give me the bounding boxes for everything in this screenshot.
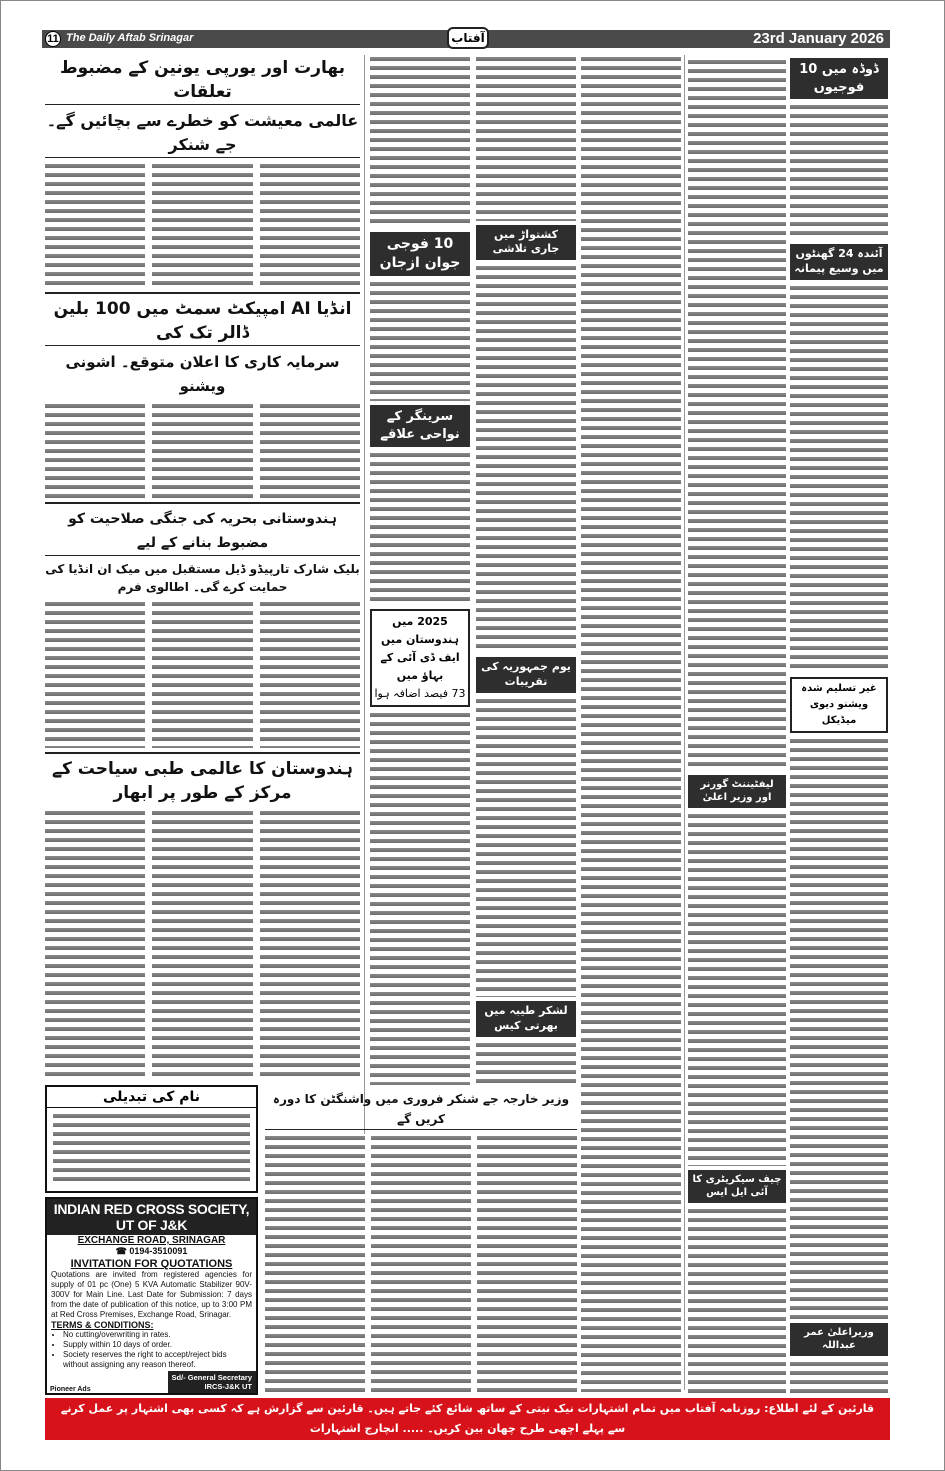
fm-body xyxy=(265,1134,577,1393)
right-col-text xyxy=(790,1360,888,1393)
story1-col2 xyxy=(152,162,252,288)
story1-headline2: عالمی معیشت کو خطرے سے بچائیں گے۔ جے شنکر xyxy=(45,109,360,158)
column-divider xyxy=(684,55,685,1390)
page-number: 11 xyxy=(45,31,61,47)
headline-box-medical: غیر تسلیم شدہ ویشنو دیوی میڈیکل xyxy=(790,677,888,733)
story3-headline2: بلیک شارک تارپیڈو ڈیل مستقبل میں میک ان انڈیا کی حمایت کرے گی۔ اطالوی فرم xyxy=(45,562,360,594)
ad-disclaimer-banner: قارئین کے لئے اطلاع: روزنامہ آفتاب میں تمام اشتہارات نیک نیتی کے ساتھ شائع کئے جاتے ہیں۔ قارئین سے گزارش ہے کہ کسی بھی اشتہار پر عمل کرنے سے پہلے اچھی طرح چھان بین کریں۔ ..... انچارج اشتہارات xyxy=(45,1398,890,1440)
ad-phone: ☎ 0194-3510091 xyxy=(115,1246,188,1256)
divider xyxy=(45,752,360,754)
story4-col2 xyxy=(152,809,252,1080)
story4-col1 xyxy=(260,809,360,1080)
story1-col3 xyxy=(45,162,145,288)
name-change-body xyxy=(53,1112,250,1186)
middle-col-a-text xyxy=(370,280,470,402)
middle-col-a-text xyxy=(370,451,470,605)
headline-box-lashkar: لشکر طیبہ میں بھرتی کیس xyxy=(476,1001,576,1037)
story4 xyxy=(45,757,360,1080)
headline-box-omar: وزیراعلیٰ عمر عبداللہ xyxy=(790,1323,888,1356)
red-cross-ad xyxy=(45,1197,258,1395)
fm-col3 xyxy=(265,1134,365,1393)
story1-col1 xyxy=(260,162,360,288)
fm-col2 xyxy=(371,1134,471,1393)
story2 xyxy=(45,297,360,498)
headline-box-weather: آئندہ 24 گھنٹوں میں وسیع پیمانہ xyxy=(790,244,888,280)
headline-box-kishtwar: کشتواڑ میں جاری تلاشی xyxy=(476,225,576,261)
story2-headline1: انڈیا AI امپیکٹ سمٹ میں 100 بلین ڈالر تک کی xyxy=(45,297,360,346)
middle-col-a xyxy=(370,55,470,1085)
story1-headline1: بھارت اور یورپی یونین کے مضبوط تعلقات xyxy=(45,56,360,105)
middle-col-a-text xyxy=(370,711,470,1085)
ad-org: INDIAN RED CROSS SOCIETY, UT OF J&K xyxy=(47,1199,256,1235)
middle-col-b-text xyxy=(476,1041,576,1085)
fdi-line3: 73 فیصد اضافہ ہوا xyxy=(374,686,466,700)
name-change-title: نام کی تبدیلی xyxy=(47,1087,256,1108)
right-col-text xyxy=(688,812,786,1166)
fdi-line1: 2025 میں ہندوستان میں xyxy=(381,614,459,646)
ad-signatory-org: IRCS-J&K UT xyxy=(204,1382,252,1391)
story3-headline1: ہندوستانی بحریہ کی جنگی صلاحیت کو مضبوط بنانے کے لیے xyxy=(45,507,360,556)
story4-body xyxy=(45,809,360,1080)
right-col-a xyxy=(790,58,888,1393)
ad-body: Quotations are invited from registered agencies for supply of 01 pc (One) 5 KVA Automatic Stabilizer 90V-300V for Main Line. Last Date for Submission: 7 days from the date of publication of this notice, up to 3:00 PM at Red Cross Premises, Exchange Road, Srinagar. xyxy=(51,1270,252,1319)
story1-body xyxy=(45,162,360,288)
ad-terms xyxy=(47,1330,256,1370)
paper-logo: آفتاب xyxy=(447,27,489,49)
ad-terms-title: TERMS & CONDITIONS: xyxy=(51,1320,154,1330)
right-col-text xyxy=(688,58,786,771)
name-change-notice xyxy=(45,1085,258,1193)
ad-term: • No cutting/overwriting in rates. xyxy=(63,1330,252,1340)
story1 xyxy=(45,56,360,288)
ad-agency: Pioneer Ads xyxy=(50,1386,91,1393)
paper-name: The Daily Aftab Srinagar xyxy=(66,32,194,44)
headline-box-chief-secretary: چیف سیکریٹری کا آئی ایل ایس xyxy=(688,1170,786,1203)
story3-col3 xyxy=(45,600,145,748)
headline-box-doda: ڈوڈہ میں 10 فوجیوں xyxy=(790,58,888,99)
fdi-headline xyxy=(370,609,470,707)
story2-col3 xyxy=(45,402,145,498)
ad-title: INVITATION FOR QUOTATIONS xyxy=(70,1258,233,1270)
headline-box-lg-cm: لیفٹیننٹ گورنر اور وزیر اعلیٰ xyxy=(688,775,786,808)
headline-box-republic-day: یوم جمہوریہ کی تقریبات xyxy=(476,657,576,693)
headline-box-srinagar: سرینگر کے نواحی علاقے xyxy=(370,405,470,446)
right-col-text xyxy=(790,737,888,1319)
story4-headline: ہندوستان کا عالمی طبی سیاحت کے مرکز کے طور پر ابھار xyxy=(52,759,353,803)
middle-col-b xyxy=(476,55,576,1085)
middle-col-c xyxy=(581,55,681,1392)
right-col-text xyxy=(790,284,888,673)
page-header xyxy=(42,30,890,48)
ad-signatory-title: Sd/- General Secretary xyxy=(171,1373,252,1382)
ad-footer xyxy=(47,1371,256,1393)
story2-col1 xyxy=(260,402,360,498)
right-col-b xyxy=(688,58,786,1393)
right-col-text xyxy=(688,1207,786,1393)
fm-visit-headline: وزیر خارجہ جے شنکر فروری میں واشنگٹن کا دورہ کریں گے xyxy=(265,1089,577,1130)
story2-body xyxy=(45,402,360,498)
story3-body xyxy=(45,600,360,748)
middle-col-a-text xyxy=(370,55,470,228)
middle-col-c-text xyxy=(581,55,681,1392)
middle-col-b-text xyxy=(476,697,576,997)
story3-col1 xyxy=(260,600,360,748)
fm-visit-story xyxy=(265,1089,577,1393)
ad-address: EXCHANGE ROAD, SRINAGAR xyxy=(77,1235,226,1246)
story3 xyxy=(45,507,360,748)
headline-box-soldiers: 10 فوجی جوان ازجان xyxy=(370,232,470,276)
fdi-line2: ایف ڈی آئی کے بہاؤ میں xyxy=(380,650,460,682)
right-col-text xyxy=(790,103,888,240)
middle-col-b-text xyxy=(476,55,576,221)
divider xyxy=(45,502,360,504)
story3-col2 xyxy=(152,600,252,748)
divider xyxy=(45,292,360,294)
story2-headline2: سرمایہ کاری کا اعلان متوقع۔ اشونی ویشنو xyxy=(65,353,340,395)
middle-col-b-text xyxy=(476,264,576,653)
ad-signatory xyxy=(168,1371,256,1393)
story2-col2 xyxy=(152,402,252,498)
story4-col3 xyxy=(45,809,145,1080)
issue-date: 23rd January 2026 xyxy=(753,30,884,47)
ad-term: • Supply within 10 days of order. xyxy=(63,1340,252,1350)
ad-term: • Society reserves the right to accept/reject bids without assigning any reason thereof. xyxy=(63,1350,252,1370)
fm-col1 xyxy=(477,1134,577,1393)
